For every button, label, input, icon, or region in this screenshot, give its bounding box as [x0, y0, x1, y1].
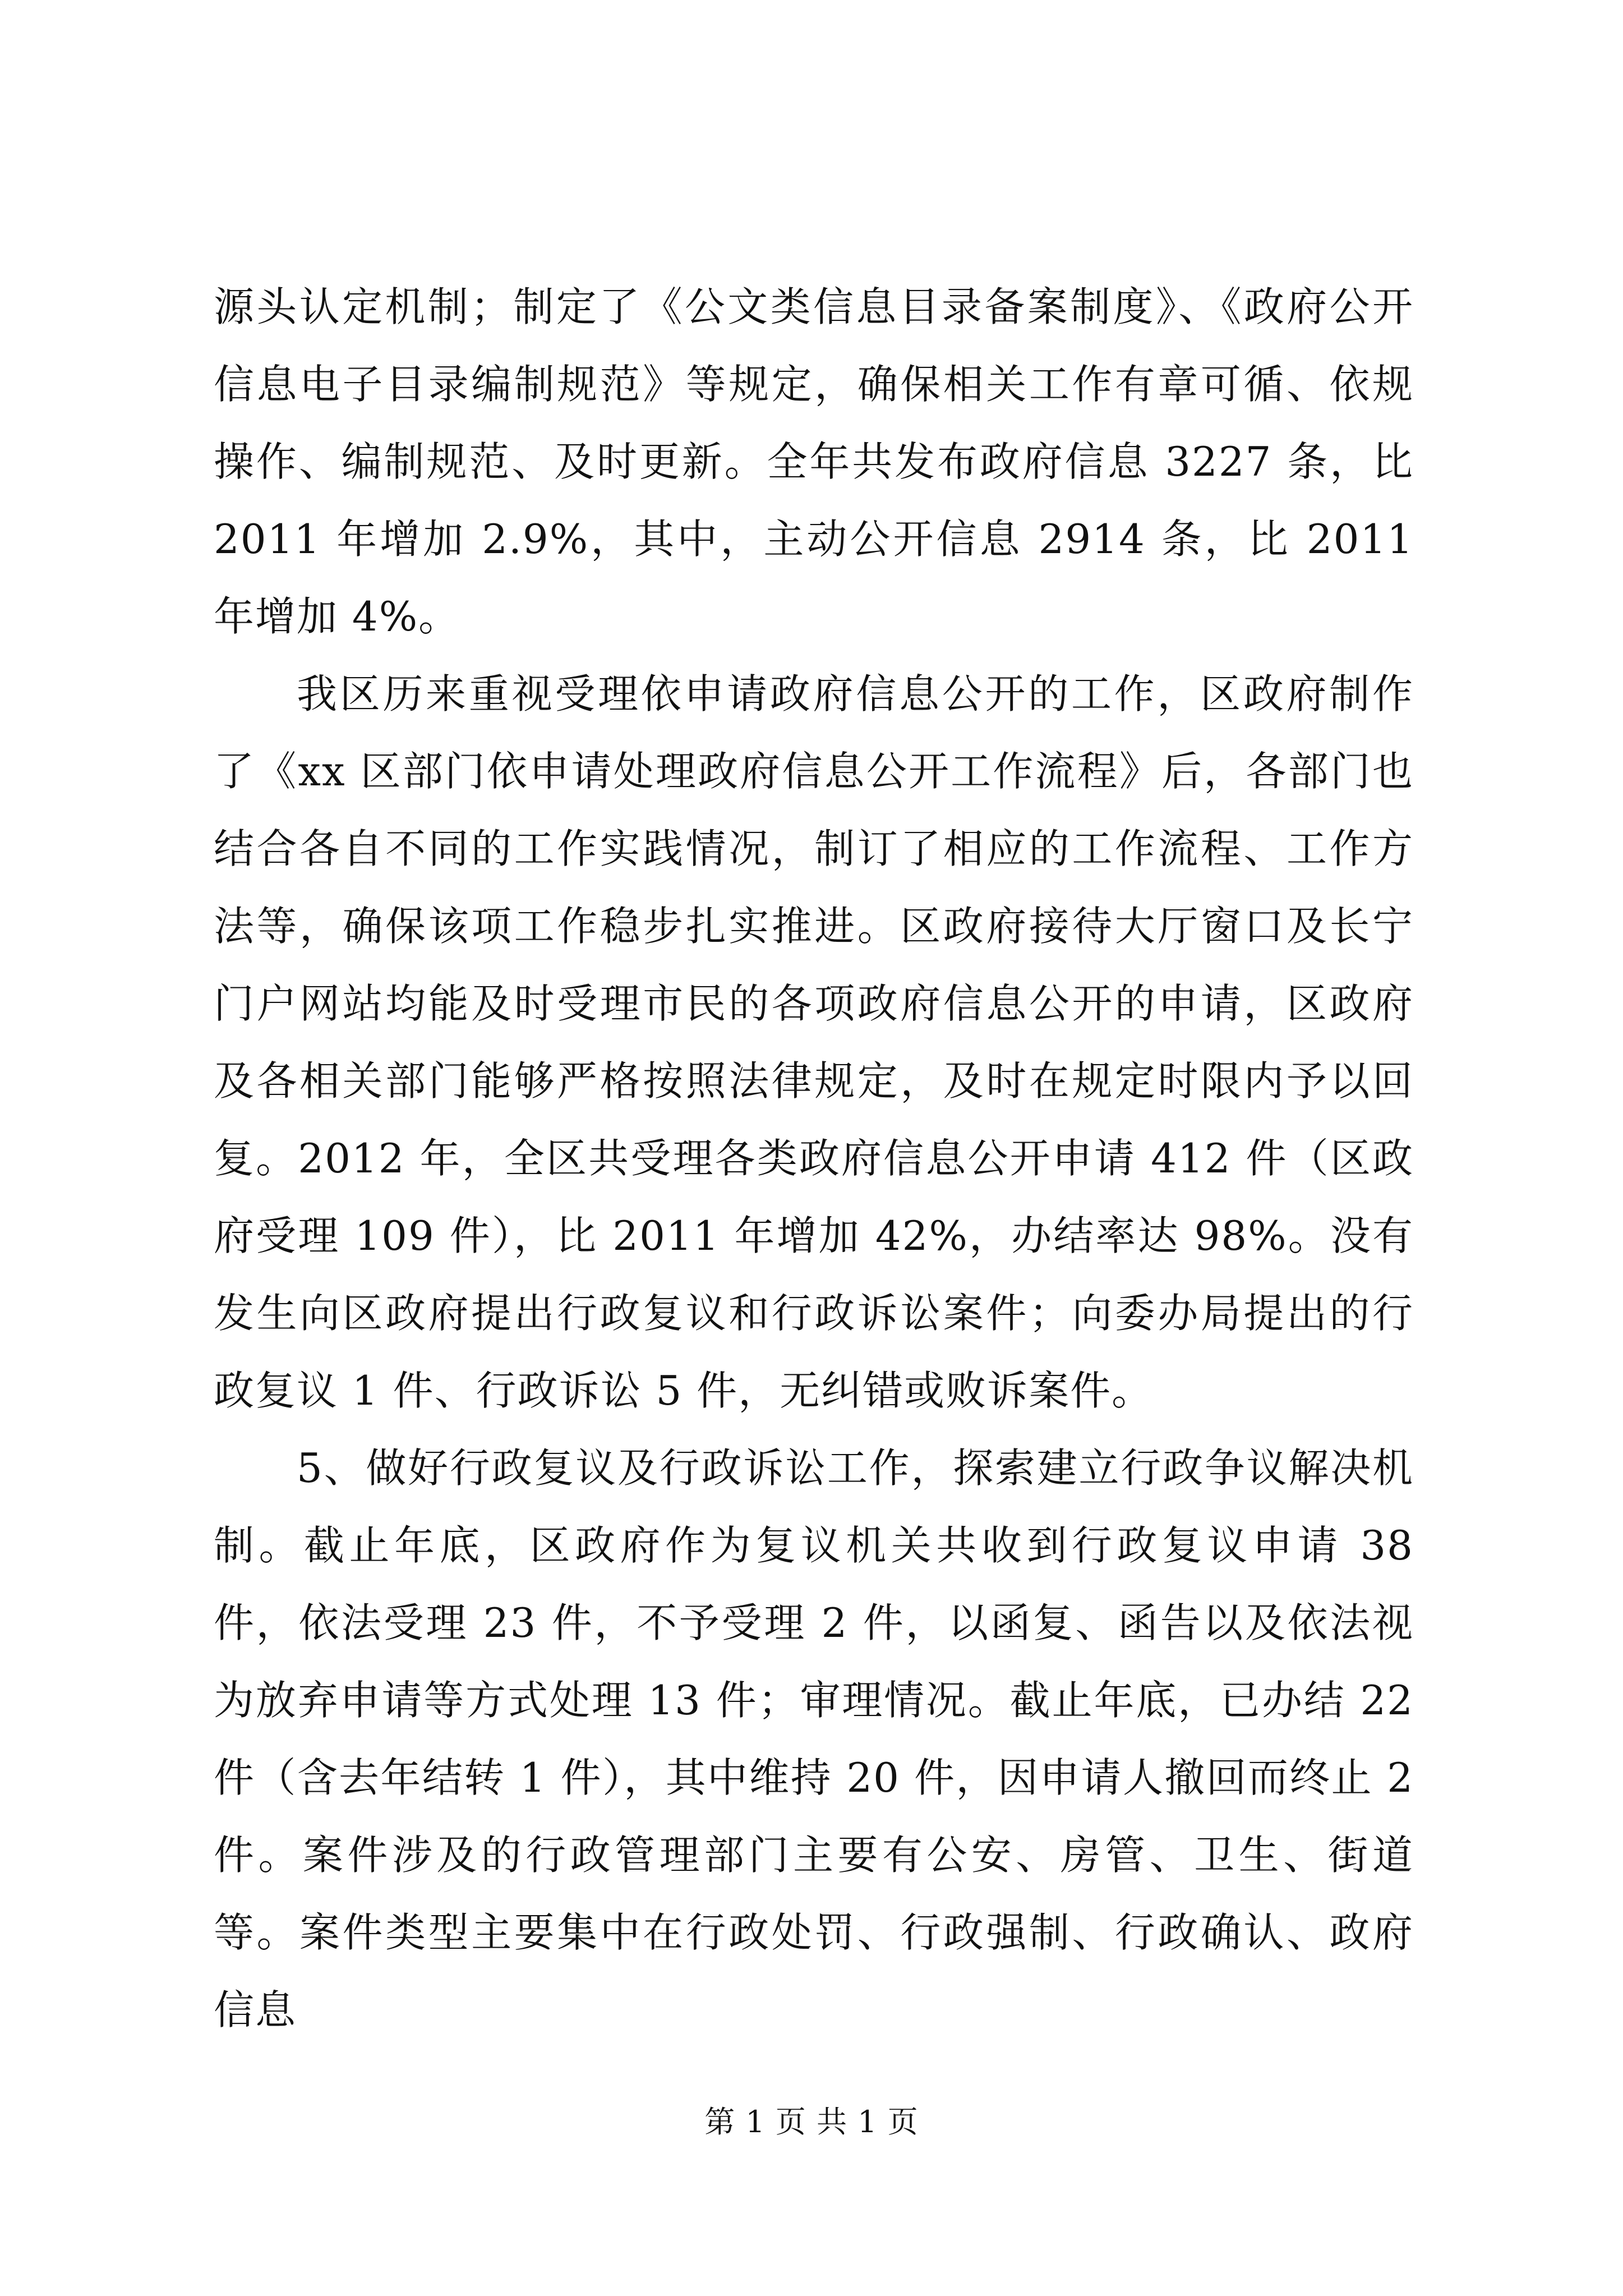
paragraph-application-handling: 我区历来重视受理依申请政府信息公开的工作，区政府制作了《xx 区部门依申请处理政府信息公开工作流程》后，各部门也结合各自不同的工作实践情况，制订了相应的工作流程、工作方法等，确保该项工作稳步扎实推进。区政府接待大厅窗口及长宁门户网站均能及时受理市民的各项政府信息公开的申请，区政府及各相关部门能够严格按照法律规定，及时在规定时限内予以回复。2012 年，全区共受理各类政府信息公开申请 412 件（区政府受理 109 件），比 2011 年增加 42%，办结率达 98%。没有发生向区政府提出行政复议和行政诉讼案件；向委办局提出的行政复议 1 件、行政诉讼 5 件，无纠错或败诉案件。: [214, 670, 1414, 1414]
paragraph-continued: 源头认定机制；制定了《公文类信息目录备案制度》、《政府公开信息电子目录编制规范》等规定，确保相关工作有章可循、依规操作、编制规范、及时更新。全年共发布政府信息 3227 条，比 2011 年增加 2.9%，其中，主动公开信息 2914 条，比 2011 年增加 4%。: [214, 283, 1414, 640]
paragraph-section-5-administrative-review: 5、做好行政复议及行政诉讼工作，探索建立行政争议解决机制。截止年底，区政府作为复议机关共收到行政复议申请 38 件，依法受理 23 件，不予受理 2 件，以函复、函告以及依法视为放弃申请等方式处理 13 件；审理情况。截止年底，已办结 22 件（含去年结转 1 件），其中维持 20 件，因申请人撤回而终止 2 件。案件涉及的行政管理部门主要有公安、房管、卫生、街道等。案件类型主要集中在行政处罚、行政强制、行政确认、政府信息: [214, 1444, 1414, 2033]
page-number-footer: 第 1 页 共 1 页: [704, 2104, 919, 2139]
document-body: [214, 268, 1414, 2049]
